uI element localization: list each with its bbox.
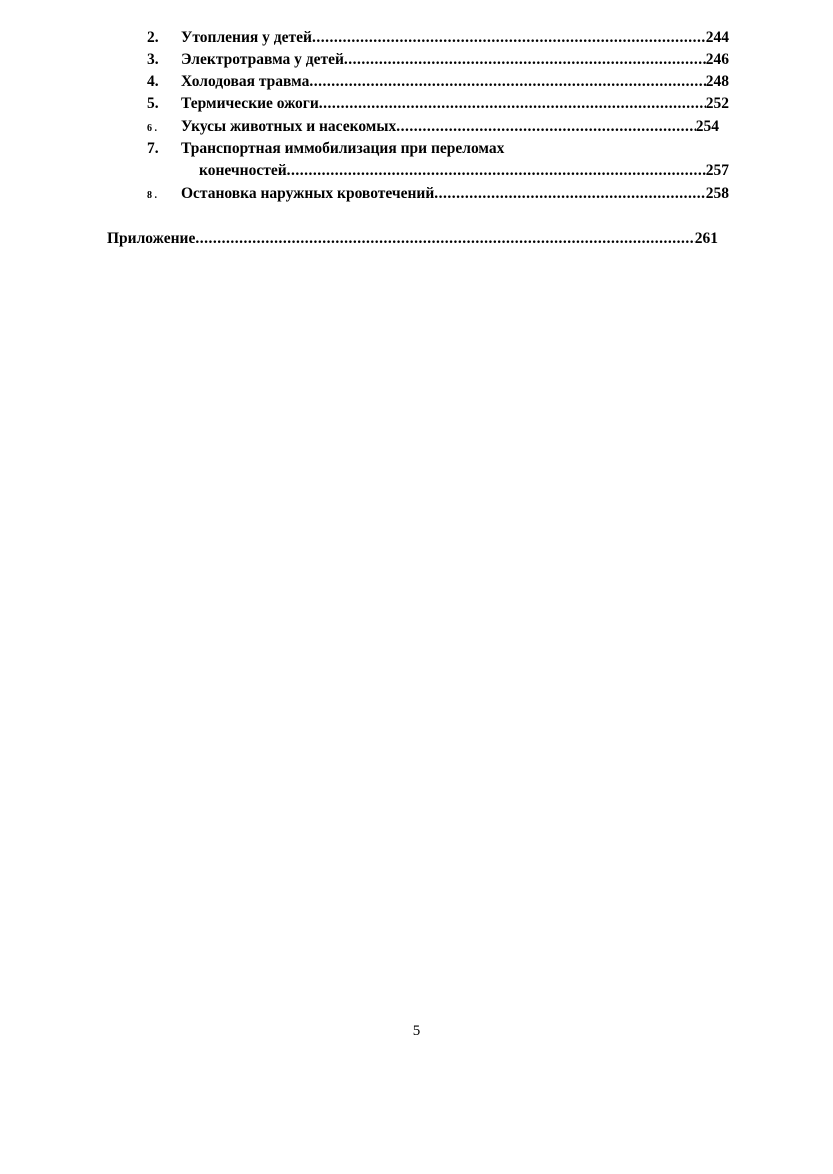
toc-entry-page: 258 xyxy=(705,185,729,202)
toc-entry-number: 4. xyxy=(147,73,159,90)
leader-dots xyxy=(434,184,705,204)
leader-dots xyxy=(287,161,706,181)
toc-entry xyxy=(147,139,729,159)
toc-entry-number: 2. xyxy=(147,29,159,46)
toc-entry-title: Транспортная иммобилизация при переломах xyxy=(181,140,505,157)
toc-entry-page: 246 xyxy=(705,51,729,68)
toc-entry-number: 3. xyxy=(147,51,159,68)
toc-entry xyxy=(147,184,729,204)
toc-entry xyxy=(147,94,729,114)
toc-entry-page: 257 xyxy=(705,162,729,179)
toc-entry-continuation xyxy=(147,161,729,181)
toc-entry-page: 252 xyxy=(705,95,729,112)
toc-entry-title: Электротравма у детей xyxy=(181,51,344,68)
toc-entry xyxy=(147,117,719,137)
toc-entry xyxy=(147,72,729,92)
toc-appendix-page: 261 xyxy=(694,230,718,247)
toc-entry-title: Термические ожоги xyxy=(181,95,319,112)
toc-entry-title: Холодовая травма xyxy=(181,73,310,90)
toc-entry-number: 5. xyxy=(147,95,159,112)
page-number: 5 xyxy=(412,1023,421,1039)
leader-dots xyxy=(309,72,705,92)
toc-entry-title: Укусы животных и насекомых xyxy=(181,118,397,135)
leader-dots xyxy=(396,117,696,137)
leader-dots xyxy=(312,28,706,48)
toc-entry-number: 6 . xyxy=(147,123,157,134)
toc-entry xyxy=(147,28,729,48)
toc-entry-title: Остановка наружных кровотечений xyxy=(181,185,435,202)
leader-dots xyxy=(344,50,706,70)
toc-entry-title: Утопления у детей xyxy=(181,29,312,46)
toc-entry-page: 244 xyxy=(705,29,729,46)
leader-dots xyxy=(319,94,706,114)
toc-entry-page: 248 xyxy=(705,73,729,90)
toc-entry-page: 254 xyxy=(695,118,719,135)
toc-entry-number: 8 . xyxy=(147,190,157,201)
toc-appendix xyxy=(107,229,718,249)
leader-dots xyxy=(195,229,694,249)
toc-entry-title: конечностей xyxy=(199,162,287,179)
toc-appendix-title: Приложение xyxy=(107,230,196,247)
toc-entry-number: 7. xyxy=(147,140,159,157)
toc-entry xyxy=(147,50,729,70)
